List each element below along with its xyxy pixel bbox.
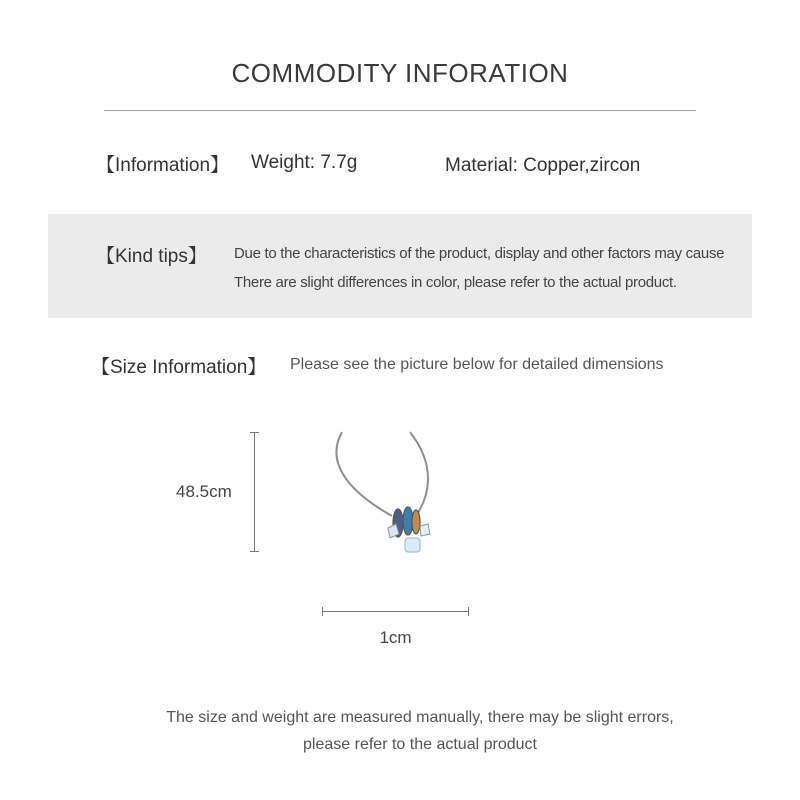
measurement-note (0, 704, 800, 758)
measurement-note-line1: The size and weight are measured manually, there may be slight errors, (166, 709, 674, 726)
kind-tips-label: 【Kind tips】 (96, 246, 207, 267)
width-dimension-label: 1cm (379, 628, 412, 647)
measurement-note-line2: please refer to the actual product (303, 736, 537, 753)
page-title: COMMODITY INFORATION (231, 58, 569, 88)
title-divider (104, 110, 696, 111)
weight-value: Weight: 7.7g (251, 152, 358, 173)
length-dimension-label: 48.5cm (176, 482, 232, 501)
size-information-label: 【Size Information】 (91, 357, 267, 378)
width-dimension-line (322, 611, 469, 612)
width-dimension-cap-left (322, 607, 323, 616)
kind-tips-text-line1: Due to the characteristics of the product, display and other factors may cause (234, 245, 725, 262)
width-dimension-cap-right (468, 607, 469, 616)
material-value: Material: Copper,zircon (445, 155, 641, 176)
kind-tips-text-line2: There are slight differences in color, please refer to the actual product. (234, 274, 677, 291)
length-dimension-cap-bottom (250, 551, 259, 552)
necklace-product-image (320, 428, 450, 558)
size-information-description: Please see the picture below for detailed dimensions (290, 356, 664, 373)
length-dimension-cap-top (250, 432, 259, 433)
information-label: 【Information】 (96, 155, 230, 176)
length-dimension-line (254, 432, 255, 552)
